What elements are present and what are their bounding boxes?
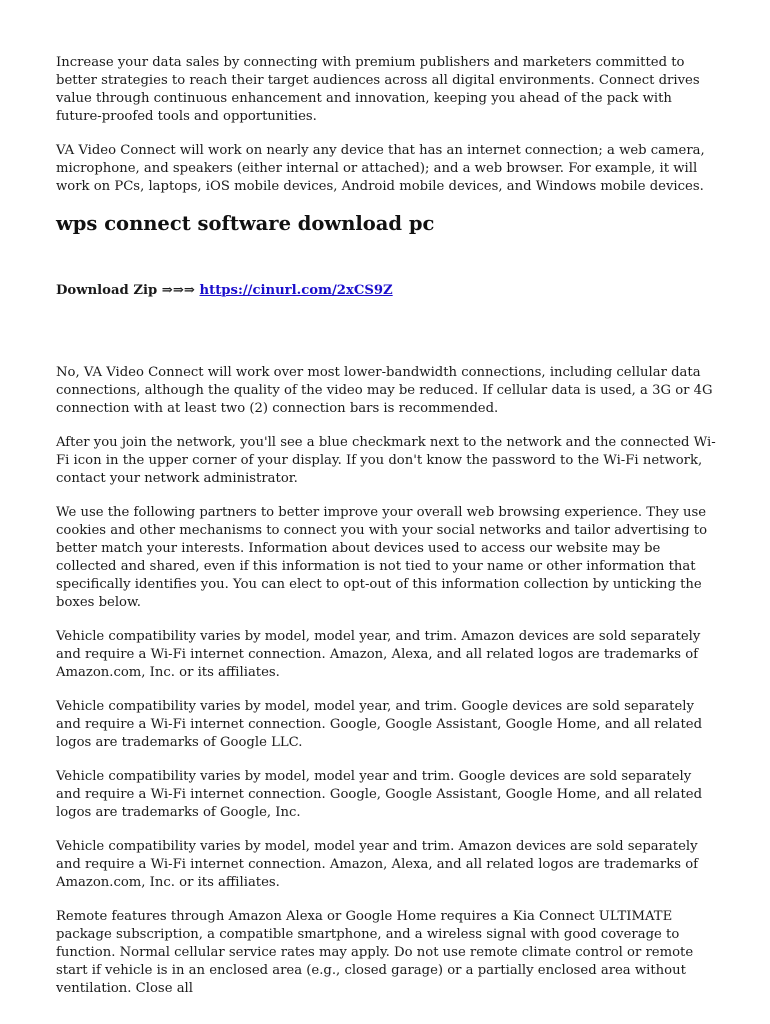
device-requirements-paragraph: VA Video Connect will work on nearly any device that has an internet connection; a web camera, microphone, and speakers (either internal or attached); and a web browser. For example, it will work on PCs, laptops, iOS mobile devices, Android mobile devices, and Windows mobile devices. — [56, 143, 705, 194]
blank-spacer — [56, 300, 716, 364]
amazon-compat-paragraph-2: Vehicle compatibility varies by model, model year and trim. Amazon devices are sold separately and require a Wi-Fi internet connection. Amazon, Alexa, and all related logos are trademarks of Amazon.com, Inc. or its affiliates. — [56, 839, 699, 890]
bandwidth-paragraph: No, VA Video Connect will work over most lower-bandwidth connections, including cellular data connections, although the quality of the video may be reduced. If cellular data is used, a 3G or 4G connection with at least two (2) connection bars is recommended. — [56, 365, 713, 416]
intro-paragraph: Increase your data sales by connecting with premium publishers and marketers committed to better strategies to reach their target audiences across all digital environments. Connect drives value through continuous enhancement and innovation, keeping you ahead of the pack with future-proofed tools and opportunities. — [56, 55, 700, 124]
remote-features-paragraph: Remote features through Amazon Alexa or Google Home requires a Kia Connect ULTIMATE package subscription, a compatible smartphone, and a wireless signal with good coverage to function. Normal cellular service rates may apply. Do not use remote climate control or remote start if vehicle is in an enclosed area (e.g., closed garage) or a partially enclosed area without ventilation. Close all — [56, 909, 694, 996]
partners-cookies-paragraph: We use the following partners to better improve your overall web browsing experience. They use cookies and other mechanisms to connect you with your social networks and tailor advertising to better match your interests. Information about devices used to access our website may be collected and shared, even if this information is not tied to your name or other information that specifically identifies you. You can elect to opt-out of this information collection by unticking the boxes below. — [56, 505, 708, 610]
wifi-join-paragraph: After you join the network, you'll see a blue checkmark next to the network and the connected Wi-Fi icon in the upper corner of your display. If you don't know the password to the Wi-Fi network, contact your network administrator. — [56, 435, 716, 486]
page-title: wps connect software download pc — [56, 212, 435, 235]
download-link[interactable]: https://cinurl.com/2xCS9Z — [199, 283, 393, 298]
google-compat-paragraph-2: Vehicle compatibility varies by model, model year and trim. Google devices are sold separately and require a Wi-Fi internet connection. Google, Google Assistant, Google Home, and all related logos are trademarks of Google, Inc. — [56, 769, 703, 820]
document-page — [56, 54, 716, 1014]
google-compat-paragraph-1: Vehicle compatibility varies by model, model year, and trim. Google devices are sold separately and require a Wi-Fi internet connection. Google, Google Assistant, Google Home, and all related logos are trademarks of Google LLC. — [56, 699, 703, 750]
download-line — [56, 282, 716, 300]
download-label: Download Zip ⇒⇒⇒ — [56, 283, 195, 298]
amazon-compat-paragraph-1: Vehicle compatibility varies by model, model year, and trim. Amazon devices are sold separately and require a Wi-Fi internet connection. Amazon, Alexa, and all related logos are trademarks of Amazon.com, Inc. or its affiliates. — [56, 629, 701, 680]
